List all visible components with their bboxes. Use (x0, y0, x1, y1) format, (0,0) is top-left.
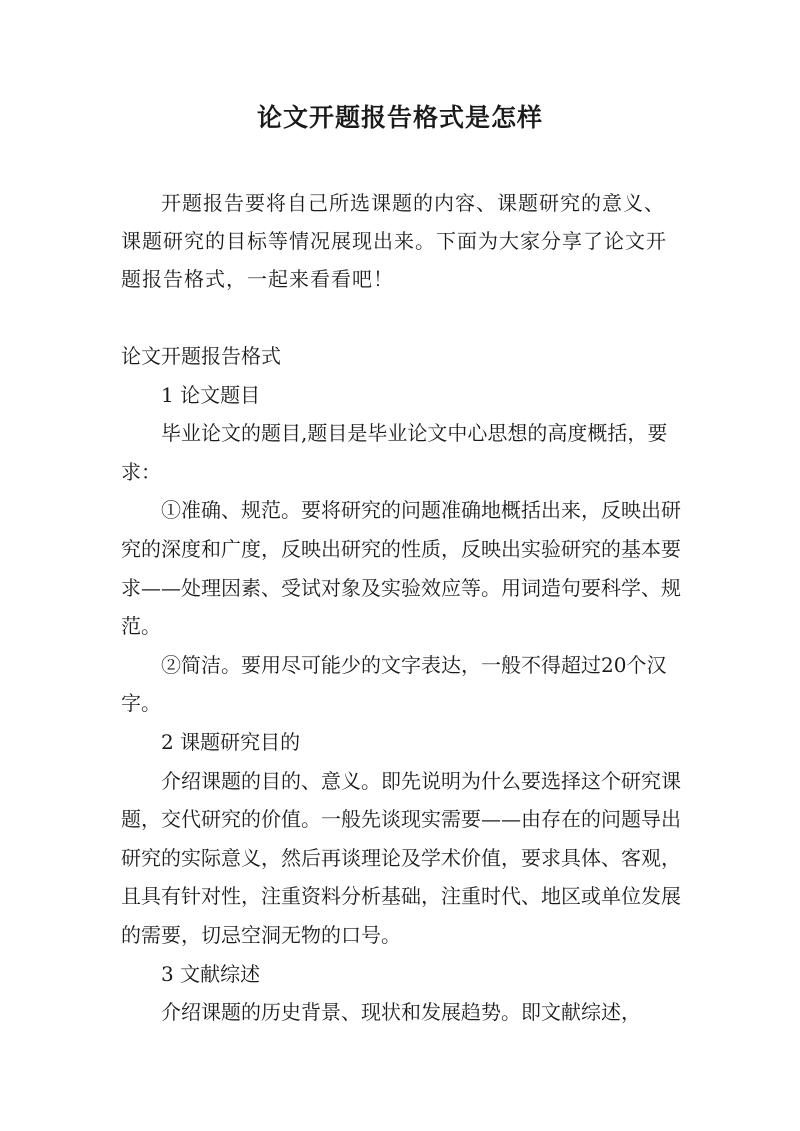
section-heading-3: 3 文献综述 (161, 961, 261, 986)
section-heading-1: 1 论文题目 (161, 382, 261, 407)
document-body (121, 337, 685, 1032)
body-paragraph: ①准确、规范。要将研究的问题准确地概括出来，反映出研究的深度和广度，反映出研究的性质，反映出实验研究的基本要求——处理因素、受试对象及实验效应等。用词造句要科学、规范。 (121, 498, 681, 639)
document-title: 论文开题报告格式是怎样 (256, 103, 543, 132)
body-paragraph: 介绍课题的目的、意义。即先说明为什么要选择这个研究课题，交代研究的价值。一般先谈现实需要——由存在的问题导出研究的实际意义，然后再谈理论及学术价值，要求具体、客观，且具有针对性，注重资料分析基础，注重时代、地区或单位发展的需要，切忌空洞无物的口号。 (121, 768, 681, 947)
body-paragraph: 介绍课题的历史背景、现状和发展趋势。即文献综述， (161, 1000, 641, 1025)
section-heading-2: 2 课题研究目的 (161, 729, 301, 754)
intro-paragraph: 开题报告要将自己所选课题的内容、课题研究的意义、课题研究的目标等情况展现出来。下面为大家分享了论文开题报告格式，一起来看看吧！ (121, 191, 667, 291)
body-paragraph: 毕业论文的题目,题目是毕业论文中心思想的高度概括，要求： (121, 421, 668, 484)
body-paragraph: ②简洁。要用尽可能少的文字表达，一般不得超过20个汉字。 (121, 652, 667, 716)
section-label: 论文开题报告格式 (121, 344, 281, 368)
